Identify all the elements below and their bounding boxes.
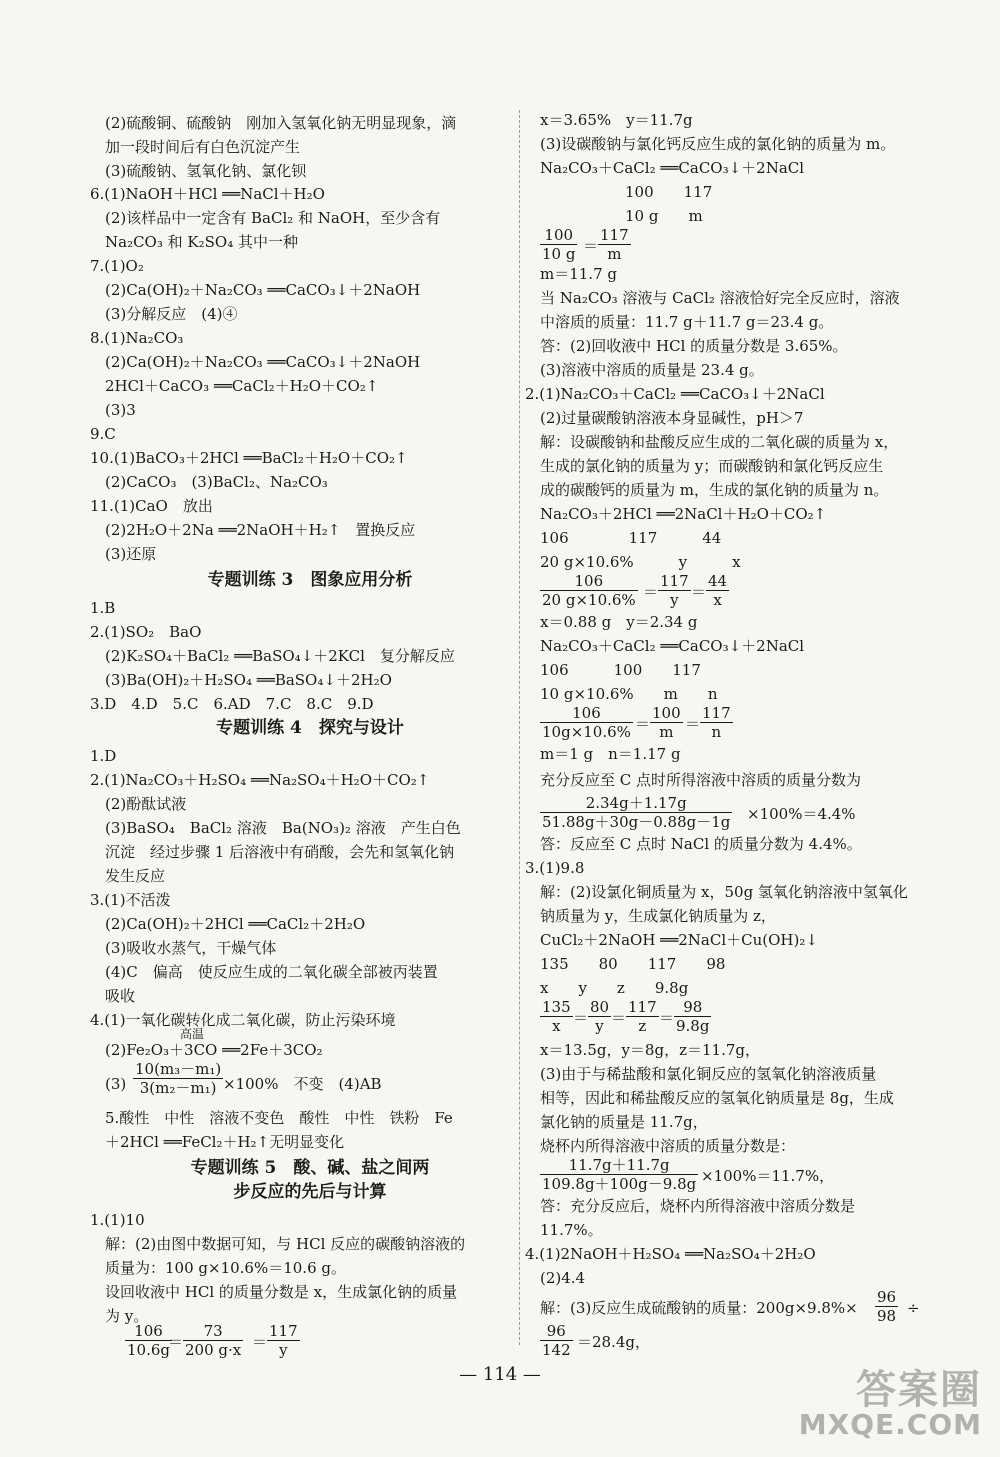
- denominator: 109.8g＋100g－9.8g: [542, 1175, 697, 1193]
- numerator: 10(m₃－m₁): [135, 1060, 222, 1078]
- denominator: m: [659, 723, 674, 741]
- text-line: 135 80 117 98: [540, 955, 726, 973]
- denominator: n: [711, 723, 722, 741]
- text-line: m＝11.7 g: [540, 265, 617, 283]
- text-line: 解：设碳酸钠和盐酸反应生成的二氧化碳的质量为 x，: [540, 433, 899, 451]
- text-line: Na₂CO₃＋2HCl ══2NaCl＋H₂O＋CO₂↑: [540, 505, 827, 523]
- text-line: (4)C 偏高 使反应生成的二氧化碳全部被丙装置: [105, 963, 438, 981]
- fraction: [540, 998, 573, 1035]
- text-line: 106 117 44: [540, 529, 722, 547]
- section-heading: 专题训练 4 探究与设计: [216, 718, 404, 738]
- text-line: 充分反应至 C 点时所得溶液中溶质的质量分数为: [540, 771, 862, 789]
- text-line: 中溶质的质量：11.7 g＋11.7 g＝23.4 g。: [540, 313, 834, 331]
- numerator: 135: [542, 998, 571, 1016]
- text-line: (2)过量碳酸钠溶液本身显碱性，pH＞7: [540, 409, 804, 427]
- text-line: (2)2H₂O＋2Na ══2NaOH＋H₂↑ 置换反应: [105, 521, 416, 539]
- text-line: x＝13.5g，y＝8g，z＝11.7g，: [540, 1041, 760, 1059]
- text-line: 1.D: [90, 747, 117, 765]
- text-line: x＝0.88 g y＝2.34 g: [540, 613, 698, 631]
- text-line: Na₂CO₃＋CaCl₂ ══CaCO₃↓＋2NaCl: [540, 637, 805, 655]
- text-line: 10 g m: [625, 207, 703, 225]
- text-line: 加一段时间后有白色沉淀产生: [105, 138, 301, 156]
- text-line: ×100%＝4.4%: [747, 805, 856, 823]
- watermark-site-text: MXQE.COM: [798, 1408, 982, 1441]
- section-heading: 专题训练 5 酸、碱、盐之间两: [190, 1158, 430, 1178]
- text-line: ÷: [907, 1299, 920, 1317]
- denominator: 10.6g: [127, 1341, 171, 1359]
- text-line: (2)Fe₂O₃＋3CO ══2Fe＋3CO₂: [105, 1041, 323, 1059]
- numerator: 100: [652, 704, 681, 722]
- text-line: (3)BaSO₄ BaCl₂ 溶液 Ba(NO₃)₂ 溶液 产生白色: [105, 819, 461, 837]
- text-line: 3.D 4.D 5.C 6.AD 7.C 8.C 9.D: [90, 695, 374, 713]
- denominator: 20 g×10.6%: [542, 591, 636, 609]
- numerator: 106: [125, 1322, 172, 1341]
- text-line: 烧杯内所得溶液中溶质的质量分数是：: [540, 1137, 796, 1155]
- text-line: 质量为：100 g×10.6%＝10.6 g。: [105, 1259, 346, 1277]
- numerator: 117: [269, 1322, 298, 1340]
- fraction: [626, 998, 659, 1035]
- text-line: 11.7%。: [540, 1221, 603, 1239]
- text-line: ＋2HCl ══FeCl₂＋H₂↑无明显变化: [105, 1133, 345, 1151]
- text-line: 3.(1)9.8: [525, 859, 585, 877]
- text-line: 2HCl＋CaCO₃ ══CaCl₂＋H₂O＋CO₂↑: [105, 377, 379, 395]
- text-line: 答：反应至 C 点时 NaCl 的质量分数为 4.4%。: [540, 835, 862, 853]
- denominator: y: [595, 1017, 604, 1035]
- text-line: 6.(1)NaOH＋HCl ══NaCl＋H₂O: [90, 185, 325, 203]
- numerator: 44: [708, 572, 728, 590]
- text-line: 9.C: [90, 425, 116, 443]
- text-line: 2.(1)Na₂CO₃＋CaCl₂ ══CaCO₃↓＋2NaCl: [525, 385, 825, 403]
- fraction: [540, 1156, 698, 1193]
- numerator: 100: [540, 226, 577, 245]
- denominator: 3(m₂－m₁): [139, 1079, 217, 1097]
- numerator: 106: [540, 572, 638, 591]
- denominator: 98: [877, 1307, 897, 1325]
- text-line: 4.(1)2NaOH＋H₂SO₄ ══Na₂SO₄＋2H₂O: [525, 1245, 816, 1263]
- text-line: ＝28.4g，: [577, 1333, 651, 1351]
- numerator: 96: [877, 1288, 897, 1306]
- numerator: 96: [540, 1322, 573, 1341]
- fraction: [658, 572, 691, 609]
- text-line: 100 117: [625, 183, 713, 201]
- fraction: [125, 1322, 172, 1359]
- text-line: (3)设碳酸钠与氯化钙反应生成的氯化钠的质量为 m。: [540, 135, 896, 153]
- text-line: 2.(1)Na₂CO₃＋H₂SO₄ ══Na₂SO₄＋H₂O＋CO₂↑: [90, 771, 430, 789]
- page-number: — 114 —: [459, 1364, 541, 1385]
- watermark-logo-text: 答案圈: [856, 1367, 982, 1413]
- denominator: 10g×10.6%: [542, 723, 631, 741]
- text-line: (3): [105, 1075, 127, 1093]
- text-line: 1.B: [90, 599, 116, 617]
- text-line: 为 y。: [105, 1307, 149, 1325]
- column-divider: [519, 110, 520, 1345]
- text-line: (2)硫酸铜、硫酸钠 刚加入氢氧化钠无明显现象，滴: [105, 114, 457, 132]
- numerator: 117: [702, 704, 731, 722]
- text-line: (2)4.4: [540, 1269, 586, 1287]
- denominator: 51.88g＋30g－0.88g－1g: [542, 813, 731, 831]
- text-line: 解：(2)由图中数据可知，与 HCl 反应的碳酸钠溶液的: [105, 1235, 466, 1253]
- text-line: (3)硫酸钠、氢氧化钠、氯化钡: [105, 162, 307, 180]
- section-heading: 专题训练 3 图象应用分析: [207, 570, 413, 590]
- text-line: 2.(1)SO₂ BaO: [90, 623, 202, 641]
- text-line: 氯化钠的质量是 11.7g，: [540, 1113, 708, 1131]
- text-line: 答：(2)回收液中 HCl 的质量分数是 3.65%。: [540, 337, 848, 355]
- fraction: [267, 1322, 300, 1359]
- text-line: m＝1 g n＝1.17 g: [540, 745, 681, 763]
- text-line: (3)由于与稀盐酸和氯化铜反应的氢氧化钠溶液质量: [540, 1065, 877, 1083]
- text-line: 生成的氯化钠的质量为 y；而碳酸钠和氯化钙反应生: [540, 457, 884, 475]
- denominator: y: [279, 1341, 288, 1359]
- text-line: 1.(1)10: [90, 1211, 145, 1229]
- text-line: 3.(1)不活泼: [90, 891, 171, 909]
- text-line: 10 g×10.6% m n: [540, 685, 718, 703]
- numerator: 117: [660, 572, 689, 590]
- equals-sign: ＝: [691, 583, 707, 601]
- fraction: [650, 704, 683, 741]
- text-line: (3)3: [105, 401, 136, 419]
- numerator: 98: [674, 998, 711, 1017]
- text-line: 设回收液中 HCl 的质量分数是 x，生成氯化钠的质量: [105, 1283, 458, 1301]
- denominator: x: [713, 591, 722, 609]
- text-line: Na₂CO₃ 和 K₂SO₄ 其中一种: [105, 233, 298, 251]
- text-line: (2)Ca(OH)₂＋Na₂CO₃ ══CaCO₃↓＋2NaOH: [105, 353, 421, 371]
- watermark-logo: [798, 1358, 982, 1444]
- denominator: y: [670, 591, 679, 609]
- fraction: [540, 226, 577, 263]
- text-line: (3)溶液中溶质的质量是 23.4 g。: [540, 361, 764, 379]
- numerator: 117: [600, 226, 629, 244]
- denominator: 142: [542, 1341, 571, 1359]
- fraction: [540, 572, 638, 609]
- text-line: 4.(1)一氧化碳转化成二氧化碳，防止污染环境: [90, 1011, 396, 1029]
- equals-sign: ＝: [659, 1009, 675, 1027]
- equals-sign: ＝: [643, 583, 659, 601]
- denominator: x: [552, 1017, 561, 1035]
- text-line: (2)酚酞试液: [105, 795, 187, 813]
- condition-label: 高温: [180, 1027, 205, 1041]
- text-line: 8.(1)Na₂CO₃: [90, 329, 184, 347]
- numerator: 106: [540, 704, 633, 723]
- numerator: 11.7g＋11.7g: [540, 1156, 698, 1175]
- text-line: 解：(2)设氯化铜质量为 x，50g 氢氧化钠溶液中氢氧化: [540, 883, 908, 901]
- equals-sign: ＝: [635, 715, 651, 733]
- text-line: 答：充分反应后，烧杯内所得溶液中溶质分数是: [540, 1197, 856, 1215]
- equals-sign: ＝: [583, 237, 599, 255]
- text-line: (3)吸收水蒸气，干燥气体: [105, 939, 277, 957]
- text-line: 5.酸性 中性 溶液不变色 酸性 中性 铁粉 Fe: [105, 1109, 453, 1127]
- numerator: 2.34g＋1.17g: [540, 794, 732, 813]
- fraction: [706, 572, 729, 609]
- text-line: 吸收: [105, 987, 136, 1005]
- text-line: (3)Ba(OH)₂＋H₂SO₄ ══BaSO₄↓＋2H₂O: [105, 671, 392, 689]
- equals-sign: ＝: [573, 1009, 589, 1027]
- denominator: 200 g·x: [185, 1341, 242, 1359]
- text-line: 当 Na₂CO₃ 溶液与 CaCl₂ 溶液恰好完全反应时，溶液: [540, 289, 900, 307]
- numerator: 73: [183, 1322, 243, 1341]
- equals-sign: ＝: [611, 1009, 627, 1027]
- denominator: z: [638, 1017, 647, 1035]
- fraction: [700, 704, 733, 741]
- equals-sign: ＝: [168, 1333, 184, 1351]
- fraction: [540, 704, 633, 741]
- denominator: 10 g: [542, 245, 576, 263]
- text-line: (2)CaCO₃ (3)BaCl₂、Na₂CO₃: [105, 473, 328, 491]
- text-line: 7.(1)O₂: [90, 257, 144, 275]
- text-line: ×100%＝11.7%，: [701, 1167, 835, 1185]
- text-line: 10.(1)BaCO₃＋2HCl ══BaCl₂＋H₂O＋CO₂↑: [90, 449, 408, 467]
- numerator: 80: [590, 998, 610, 1016]
- text-line: 发生反应: [105, 867, 166, 885]
- text-line: CuCl₂＋2NaOH ══2NaCl＋Cu(OH)₂↓: [540, 931, 818, 949]
- text-line: ×100% 不变 (4)AB: [223, 1075, 382, 1093]
- text-line: Na₂CO₃＋CaCl₂ ══CaCO₃↓＋2NaCl: [540, 159, 805, 177]
- text-line: (3)分解反应 (4)④: [105, 305, 238, 323]
- text-line: 相等，因此和稀盐酸反应的氢氧化钠质量是 8g，生成: [540, 1089, 894, 1107]
- denominator: 9.8g: [676, 1017, 710, 1035]
- fraction: [674, 998, 711, 1035]
- fraction: [540, 1322, 573, 1359]
- text-line: (2)K₂SO₄＋BaCl₂ ══BaSO₄↓＋2KCl 复分解反应: [105, 647, 455, 665]
- text-line: 11.(1)CaO 放出: [90, 497, 213, 515]
- text-line: x＝3.65% y＝11.7g: [540, 111, 693, 129]
- text-line: 成的碳酸钙的质量为 m，生成的氯化钠的质量为 n。: [540, 481, 889, 499]
- fraction: [183, 1322, 243, 1359]
- text-line: 20 g×10.6% y x: [540, 553, 741, 571]
- text-line: 106 100 117: [540, 661, 701, 679]
- text-line: (2)Ca(OH)₂＋Na₂CO₃ ══CaCO₃↓＋2NaOH: [105, 281, 421, 299]
- text-line: 解：(3)反应生成硫酸钠的质量：200g×9.8%×: [540, 1299, 858, 1317]
- section-heading: 步反应的先后与计算: [233, 1182, 387, 1202]
- fraction: [588, 998, 611, 1035]
- text-line: x y z 9.8g: [540, 979, 689, 997]
- text-line: (3)还原: [105, 545, 157, 563]
- equals-sign: ＝: [685, 715, 701, 733]
- text-line: 钠质量为 y，生成氯化钠质量为 z，: [540, 907, 776, 925]
- text-line: 沉淀 经过步骤 1 后溶液中有硝酸，会先和氢氧化钠: [105, 843, 455, 861]
- fraction: [540, 794, 732, 831]
- text-line: (2)Ca(OH)₂＋2HCl ══CaCl₂＋2H₂O: [105, 915, 366, 933]
- numerator: 117: [628, 998, 657, 1016]
- fraction: [598, 226, 631, 263]
- fraction: [875, 1288, 898, 1325]
- denominator: m: [607, 245, 622, 263]
- equals-sign: ＝: [252, 1333, 268, 1351]
- text-line: (2)该样品中一定含有 BaCl₂ 和 NaOH，至少含有: [105, 209, 441, 227]
- fraction: [133, 1060, 223, 1097]
